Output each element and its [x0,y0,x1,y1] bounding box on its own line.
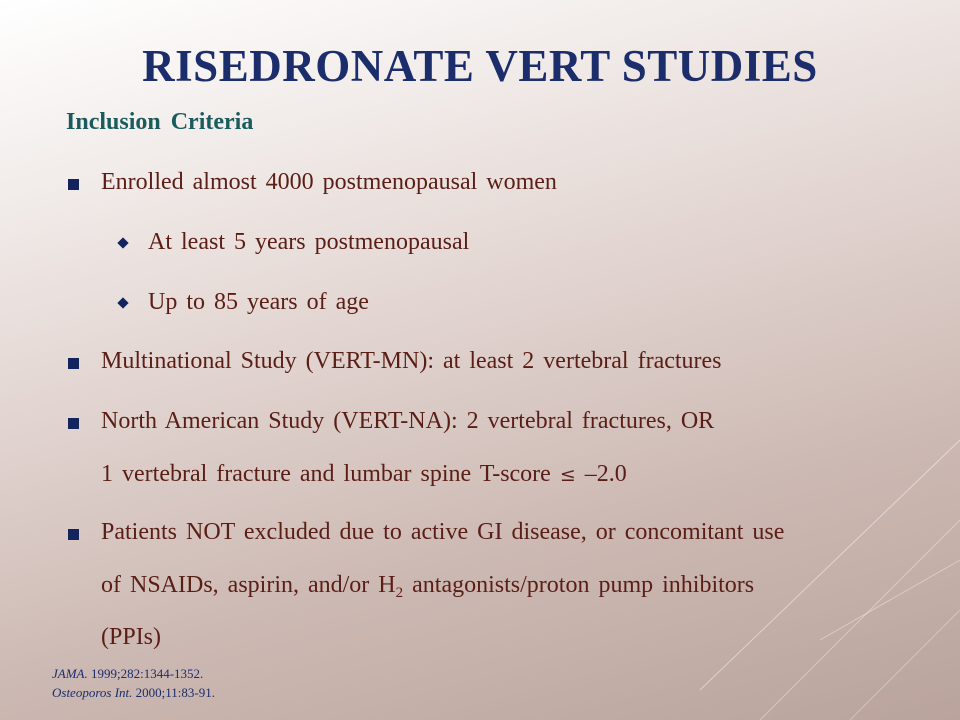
reference-citation: 2000;11:83-91. [132,685,215,700]
slide-title: RISEDRONATE VERT STUDIES [142,41,818,91]
bullet-text-continued [101,461,627,488]
bullet-text-part: antagonists/proton pump inhibitors [403,572,755,598]
sub-bullet-text: Up to 85 years of age [148,289,369,315]
bullet-text: Multinational Study (VERT-MN): at least 2 vertebral fractures [101,348,722,374]
reference-journal: JAMA. [52,666,88,681]
reference-citation: 1999;282:1344-1352. [87,666,204,681]
references [52,664,215,702]
reference-item [52,683,215,702]
sub-bullet-text: At least 5 years postmenopausal [148,229,470,255]
bullet-text-continued [101,572,754,602]
less-equal-symbol: ≤ [559,464,576,486]
bullet-text: Enrolled almost 4000 postmenopausal women [101,169,557,195]
bullet-text-part: 1 vertebral fracture and lumbar spine T-score [101,461,551,487]
diamond-bullet-icon [117,237,128,248]
bullet-text-part: of NSAIDs, aspirin, and/or H [101,572,396,598]
diamond-bullet-icon [117,297,128,308]
reference-journal: Osteoporos Int. [52,685,133,700]
bullet-text-continued: (PPIs) [101,624,162,650]
bullet-text-part: –2.0 [584,461,627,487]
bullet-text: North American Study (VERT-NA): 2 vertebral fractures, OR [101,408,715,434]
square-bullet-icon [68,529,79,540]
subscript: 2 [395,585,404,601]
square-bullet-icon [68,418,79,429]
square-bullet-icon [68,358,79,369]
slide-subtitle: Inclusion Criteria [66,109,254,135]
reference-item [52,664,215,683]
bullet-text: Patients NOT excluded due to active GI disease, or concomitant use [101,519,785,545]
square-bullet-icon [68,179,79,190]
